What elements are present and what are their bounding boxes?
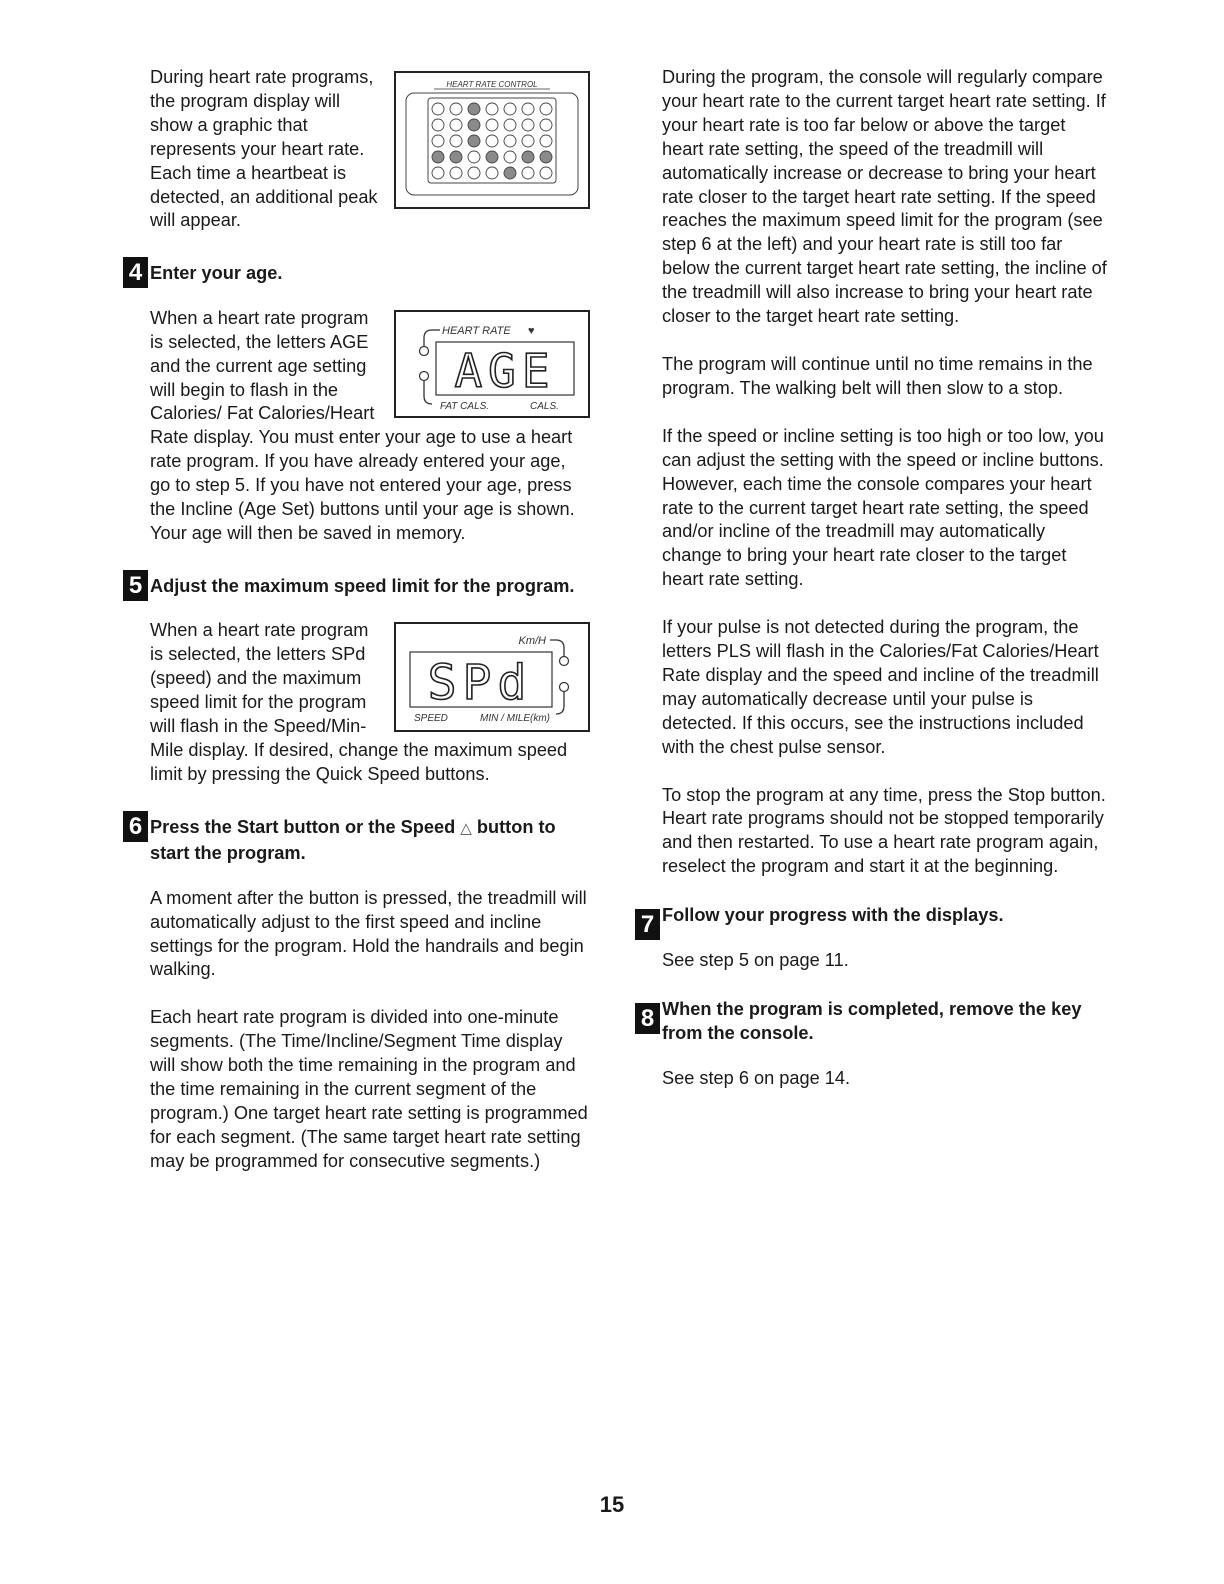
heart-rate-graph-figure bbox=[394, 71, 590, 209]
heart-rate-dot bbox=[486, 151, 498, 163]
step-5-badge: 5 bbox=[123, 570, 148, 601]
step-5 bbox=[128, 571, 590, 787]
step-7-body: See step 5 on page 11. bbox=[662, 949, 849, 970]
step-5-body: When a heart rate program is selected, the letters SPd (speed) and the maximum speed limit for the program will flash in the Speed/Min-Mile display. If desired, change the maximum speed limit by pressing the Quick Speed buttons. bbox=[150, 620, 568, 784]
heart-rate-dot bbox=[486, 135, 498, 147]
heart-rate-dot-grid bbox=[432, 103, 552, 179]
heart-rate-dot bbox=[504, 151, 516, 163]
heart-rate-dot bbox=[450, 167, 462, 179]
speed-display-pace-label: MIN / MILE(km) bbox=[480, 713, 550, 725]
step-4-title: Enter your age. bbox=[150, 263, 283, 284]
heart-rate-dot bbox=[540, 167, 552, 179]
heart-rate-dot bbox=[432, 151, 444, 163]
heart-rate-dot bbox=[522, 167, 534, 179]
age-display-figure bbox=[394, 310, 590, 418]
right-paragraph-4: If your pulse is not detected during the program, the letters PLS will flash in the Calories/Fat Calories/Heart Rate display and the speed and incline of the treadmill may automatically decrease until your pulse is detected. If this occurs, see the instructions included with the chest pulse sensor. bbox=[662, 617, 1099, 757]
step-6-badge: 6 bbox=[123, 811, 148, 842]
heart-rate-dot bbox=[540, 103, 552, 115]
heart-rate-dot bbox=[504, 119, 516, 131]
step-7-badge: 7 bbox=[635, 909, 660, 940]
intro-block bbox=[150, 66, 590, 233]
speed-display-speed-label: SPEED bbox=[414, 713, 448, 725]
step-8 bbox=[640, 997, 1107, 1091]
heart-rate-dot bbox=[468, 151, 480, 163]
speed-display-unit-label: Km/H bbox=[518, 635, 546, 648]
right-paragraph-5: To stop the program at any time, press the Stop button. Heart rate programs should not be stopped temporarily and then restarted. To use a heart rate program again, reselect the program and start it at the beginning. bbox=[662, 784, 1106, 877]
heart-rate-dot bbox=[522, 119, 534, 131]
step-4-badge: 4 bbox=[123, 257, 148, 288]
page-number: 15 bbox=[599, 1492, 625, 1517]
step-7 bbox=[640, 903, 1107, 972]
step-8-title: When the program is completed, remove the key from the console. bbox=[662, 998, 1082, 1044]
heart-rate-dot bbox=[486, 103, 498, 115]
heart-rate-dot bbox=[486, 119, 498, 131]
heart-rate-dot bbox=[504, 135, 516, 147]
step-8-body: See step 6 on page 14. bbox=[662, 1067, 851, 1088]
heart-rate-dot bbox=[468, 103, 480, 115]
intro-paragraph: During heart rate programs, the program display will show a graphic that represents your heart rate. Each time a heartbeat is detected, an additional peak will appear. bbox=[150, 67, 378, 231]
right-column bbox=[640, 66, 1107, 1091]
heart-rate-dot bbox=[504, 167, 516, 179]
heart-rate-dot bbox=[504, 103, 516, 115]
heart-rate-dot bbox=[450, 119, 462, 131]
step-6-title: Press the Start button or the Speed △ button to start the program. bbox=[150, 816, 556, 864]
left-column bbox=[128, 66, 590, 1174]
heart-rate-dot bbox=[432, 103, 444, 115]
heart-rate-dot bbox=[432, 119, 444, 131]
heart-rate-dot bbox=[450, 135, 462, 147]
step-5-title: Adjust the maximum speed limit for the program. bbox=[150, 575, 575, 596]
heart-rate-dot bbox=[540, 151, 552, 163]
step-8-badge: 8 bbox=[635, 1003, 660, 1034]
age-display-reading: AGE bbox=[454, 343, 556, 398]
right-paragraph-2: The program will continue until no time remains in the program. The walking belt will then slow to a stop. bbox=[662, 353, 1093, 398]
step-6-paragraph-2: Each heart rate program is divided into one-minute segments. (The Time/Incline/Segment Time display will show both the time remaining in the program and the time remaining in the current segment of the program.) One target heart rate setting is programmed for each segment. (The same target heart rate setting may be programmed for consecutive segments.) bbox=[150, 1007, 588, 1171]
step-7-title: Follow your progress with the displays. bbox=[662, 905, 1004, 926]
heart-rate-dot bbox=[540, 135, 552, 147]
age-display-cals-label: CALS. bbox=[530, 400, 559, 412]
heart-rate-dot bbox=[522, 103, 534, 115]
step-4-body: When a heart rate program is selected, the letters AGE and the current age setting will begin to flash in the Calories/ Fat Calories/Heart Rate display. You must enter your age to use a heart rate program. If you have already entered your age, go to step 5. If you have not entered your age, press the Incline (Age Set) buttons until your age is shown. Your age will then be saved in memory. bbox=[150, 307, 575, 543]
step-6 bbox=[128, 812, 590, 1174]
step-4 bbox=[128, 259, 590, 546]
heart-rate-dot bbox=[522, 135, 534, 147]
heart-rate-dot bbox=[450, 103, 462, 115]
speed-display-figure bbox=[394, 622, 590, 732]
speed-display-reading: SPd bbox=[427, 655, 533, 712]
heart-icon: ♥ bbox=[528, 324, 535, 337]
speed-up-triangle-icon: △ bbox=[460, 819, 472, 837]
age-display-top-label: HEART RATE bbox=[442, 324, 511, 337]
heart-rate-graph-svg bbox=[396, 73, 588, 207]
heart-rate-dot bbox=[540, 119, 552, 131]
heart-rate-dot bbox=[522, 151, 534, 163]
age-display-fat-cals-label: FAT CALS. bbox=[440, 400, 490, 412]
heart-rate-dot bbox=[432, 167, 444, 179]
heart-rate-dot bbox=[486, 167, 498, 179]
heart-rate-dot bbox=[468, 167, 480, 179]
heart-rate-control-label: HEART RATE CONTROL bbox=[446, 80, 538, 89]
heart-rate-dot bbox=[432, 135, 444, 147]
step-6-paragraph-1: A moment after the button is pressed, the treadmill will automatically adjust to the first speed and incline settings for the program. Hold the handrails and begin walking. bbox=[150, 887, 587, 980]
right-paragraph-1: During the program, the console will regularly compare your heart rate to the current target heart rate setting. If your heart rate is too far below or above the target heart rate setting, the speed of the treadmill will automatically increase or decrease to bring your heart rate closer to the target heart rate setting. If the speed reaches the maximum speed limit for the program (see step 6 at the left) and your heart rate is still too far below the current target heart rate setting, the incline of the treadmill will also increase to bring your heart rate closer to the target heart rate setting. bbox=[662, 67, 1107, 327]
heart-rate-dot bbox=[468, 135, 480, 147]
heart-rate-dot bbox=[468, 119, 480, 131]
heart-rate-dot bbox=[450, 151, 462, 163]
right-paragraph-3: If the speed or incline setting is too high or too low, you can adjust the setting with the speed or incline buttons. However, each time the console compares your heart rate to the current target heart rate setting, the speed and/or incline of the treadmill may automatically change to bring your heart rate closer to the target heart rate setting. bbox=[662, 425, 1104, 590]
